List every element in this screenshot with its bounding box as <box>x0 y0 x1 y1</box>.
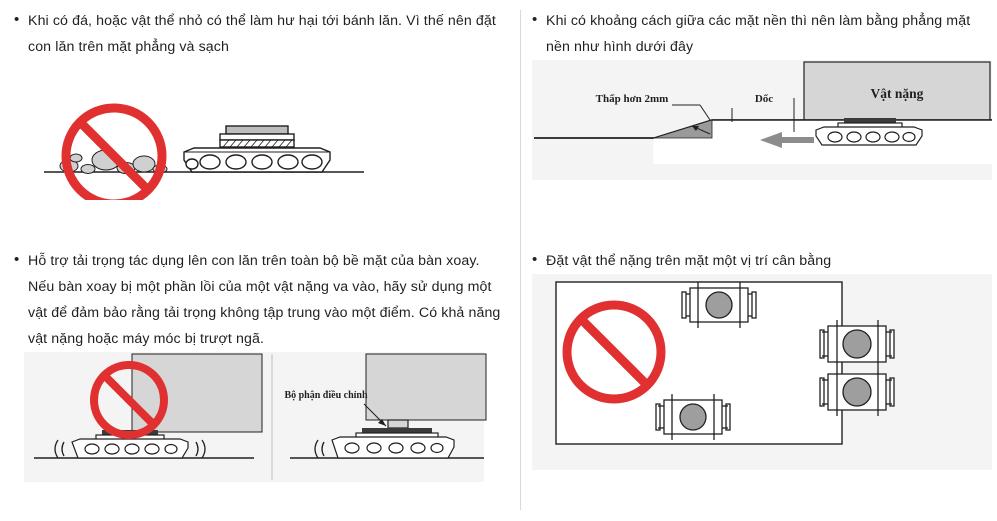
prohibition-symbol <box>66 108 162 200</box>
bullet-glyph: • <box>14 251 20 268</box>
label-slope: Dốc <box>754 93 774 105</box>
bullet-bottom-right <box>532 248 987 274</box>
bullet-top-left <box>14 8 502 60</box>
panel-top-right-text: Khi có khoảng cách giữa các mặt nền thì nên làm bằng phẳng mặt nền như hình dưới đây <box>546 13 971 55</box>
label-load: Vật nặng <box>870 86 924 101</box>
bullet-top-right <box>532 8 987 60</box>
figure-ramp-over-floor-gap <box>532 60 987 190</box>
bullet-glyph: • <box>532 11 538 28</box>
panel-bottom-left-text: Hỗ trợ tải trọng tác dụng lên con lăn trên toàn bộ bề mặt của bàn xoay. Nếu bàn xoay bị một phần lồi của một vật nặng va vào, hãy sử dụng một vật để đảm bảo rằng tải trọng không tập trung vào một điểm. Có khả năng vật nặng hoặc máy móc bị trượt ngã. <box>28 253 501 347</box>
bullet-glyph: • <box>14 11 20 28</box>
panel-top-right <box>520 0 997 240</box>
figure-balanced-placement-top-view <box>532 274 987 474</box>
label-gap: Thấp hơn 2mm <box>595 93 669 105</box>
panel-bottom-left <box>0 240 520 521</box>
label-adjuster: Bộ phận điều chỉnh <box>284 390 368 401</box>
panel-top-left-text: Khi có đá, hoặc vật thể nhỏ có thể làm hư hại tới bánh lăn. Vì thế nên đặt con lăn trên mặt phẳng và sạch <box>28 13 496 55</box>
panel-bottom-right <box>520 240 997 521</box>
bullet-bottom-left <box>14 248 502 352</box>
bullet-glyph: • <box>532 251 538 268</box>
figure-load-distribution-on-turntable <box>14 352 502 492</box>
column-divider <box>520 10 521 510</box>
panel-top-left <box>0 0 520 240</box>
panel-bottom-right-text: Đặt vật thể nặng trên mặt một vị trí cân bằng <box>546 253 832 269</box>
figure-roller-on-gravel-prohibited <box>14 60 502 200</box>
